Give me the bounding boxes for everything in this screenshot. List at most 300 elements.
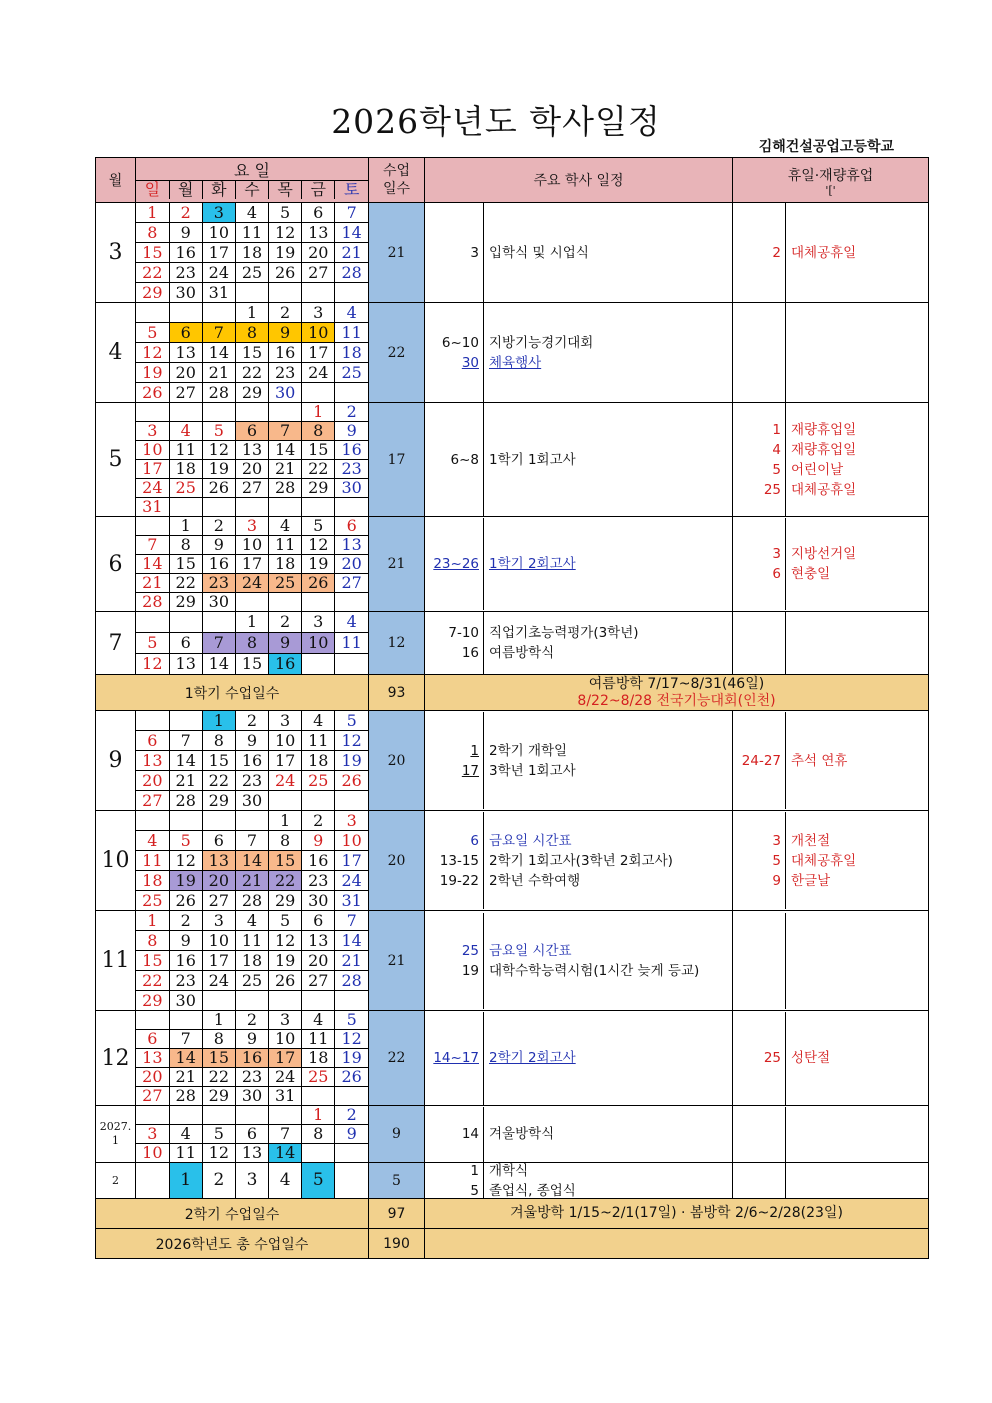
calendar-day: 21 bbox=[202, 363, 235, 383]
event-item bbox=[425, 243, 732, 263]
calendar-day: 22 bbox=[136, 263, 169, 283]
calendar-day: 27 bbox=[302, 971, 335, 991]
calendar-day: 14 bbox=[269, 441, 302, 460]
calendar-day: 6 bbox=[202, 831, 235, 851]
calendar-week bbox=[136, 633, 368, 654]
calendar-day bbox=[136, 1106, 169, 1125]
holiday-item bbox=[733, 1048, 928, 1068]
calendar-day: 30 bbox=[169, 283, 202, 303]
holiday-date: 3 bbox=[772, 832, 781, 849]
calendar-day bbox=[136, 811, 169, 831]
calendar-day: 14 bbox=[202, 343, 235, 363]
calendar-day: 10 bbox=[269, 1030, 302, 1049]
calendar-grid bbox=[136, 1011, 368, 1105]
event-date-text: 1 bbox=[470, 1162, 479, 1179]
holiday-name: 지방선거일 bbox=[791, 546, 857, 562]
calendar-grid bbox=[136, 711, 368, 810]
calendar-day: 5 bbox=[169, 831, 202, 851]
calendar-day: 9 bbox=[202, 536, 235, 555]
calendar-day: 7 bbox=[269, 422, 302, 441]
event-title: 2학기 개학일 bbox=[489, 742, 568, 759]
event-item bbox=[425, 554, 732, 574]
calendar-day: 1 bbox=[136, 203, 169, 223]
calendar-day bbox=[235, 991, 268, 1011]
calendar-day bbox=[335, 991, 368, 1011]
holidays-wrap bbox=[733, 712, 928, 809]
calendar-day bbox=[302, 1144, 335, 1163]
calendar-day: 26 bbox=[335, 1068, 368, 1087]
calendar-day: 7 bbox=[202, 633, 235, 654]
calendar-day: 12 bbox=[202, 441, 235, 460]
calendar-day: 20 bbox=[202, 871, 235, 891]
calendar-day: 7 bbox=[169, 731, 202, 751]
calendar-day: 15 bbox=[202, 1049, 235, 1068]
calendar-day: 30 bbox=[269, 383, 302, 403]
page-title: 2026학년도 학사일정 bbox=[331, 102, 661, 141]
calendar-day: 25 bbox=[136, 891, 169, 911]
calendar-day: 2 bbox=[269, 612, 302, 633]
calendar-day: 29 bbox=[169, 593, 202, 612]
month-label: 2027. 1 bbox=[96, 1106, 136, 1163]
header-row bbox=[96, 158, 929, 203]
calendar-week bbox=[136, 891, 368, 911]
events-list bbox=[425, 1048, 732, 1068]
calendar-day bbox=[169, 303, 202, 323]
calendar-day: 15 bbox=[269, 851, 302, 871]
events-cell bbox=[425, 811, 733, 911]
calendar-day: 23 bbox=[235, 771, 268, 791]
semester1-count: 93 bbox=[369, 675, 425, 711]
calendar-week bbox=[136, 323, 368, 343]
calendar-day: 2 bbox=[335, 403, 368, 422]
calendar-day: 24 bbox=[202, 971, 235, 991]
total-blank bbox=[425, 1229, 929, 1259]
calendar-day: 30 bbox=[169, 991, 202, 1011]
calendar-day: 24 bbox=[269, 771, 302, 791]
calendar-week bbox=[136, 1106, 368, 1125]
month-label: 3 bbox=[96, 203, 136, 303]
total-count: 190 bbox=[369, 1229, 425, 1259]
calendar-day bbox=[269, 593, 302, 612]
event-title: 2학기 1회고사(3학년 2회고사) bbox=[489, 852, 673, 869]
calendar-day: 27 bbox=[169, 383, 202, 403]
calendar-day: 28 bbox=[335, 263, 368, 283]
holiday-date: 3 bbox=[772, 546, 781, 562]
calendar-day bbox=[202, 612, 235, 633]
month-row bbox=[96, 1106, 929, 1163]
calendar-day: 5 bbox=[269, 911, 302, 931]
holiday-item bbox=[733, 420, 928, 440]
calendar-week bbox=[136, 555, 368, 574]
calendar-day bbox=[202, 991, 235, 1011]
events-list bbox=[425, 554, 732, 574]
event-item bbox=[425, 1124, 732, 1144]
calendar-day: 12 bbox=[169, 851, 202, 871]
calendar-day: 16 bbox=[302, 851, 335, 871]
calendar-day: 19 bbox=[269, 951, 302, 971]
calendar-day: 28 bbox=[269, 479, 302, 498]
calendar-day: 28 bbox=[235, 891, 268, 911]
holidays-divider bbox=[785, 1163, 786, 1198]
calendar-day: 16 bbox=[235, 751, 268, 771]
holiday-name: 대체공휴일 bbox=[791, 244, 857, 261]
event-item bbox=[425, 761, 732, 781]
event-date bbox=[425, 761, 483, 781]
calendar-week bbox=[136, 951, 368, 971]
month-calendar bbox=[136, 911, 369, 1011]
events-wrap bbox=[425, 403, 732, 516]
month-row bbox=[96, 203, 929, 303]
holidays-cell bbox=[733, 517, 929, 612]
calendar-day: 19 bbox=[335, 1049, 368, 1068]
calendar-day: 26 bbox=[169, 891, 202, 911]
calendar-day bbox=[269, 498, 302, 517]
event-date bbox=[425, 1048, 483, 1068]
holidays-subtitle: '[' bbox=[825, 183, 836, 197]
calendar-day: 14 bbox=[136, 555, 169, 574]
holidays-cell bbox=[733, 203, 929, 303]
calendar-day: 16 bbox=[335, 441, 368, 460]
calendar-day: 4 bbox=[269, 517, 302, 536]
calendar-day: 6 bbox=[169, 633, 202, 654]
calendar-day: 18 bbox=[235, 243, 268, 263]
calendar-day: 8 bbox=[302, 1125, 335, 1144]
calendar-day: 14 bbox=[269, 1144, 302, 1163]
events-cell bbox=[425, 612, 733, 675]
calendar-day bbox=[302, 498, 335, 517]
holidays-cell bbox=[733, 1011, 929, 1106]
event-item bbox=[425, 353, 732, 373]
calendar-day: 11 bbox=[136, 851, 169, 871]
schedule-table bbox=[95, 157, 929, 1259]
month-row bbox=[96, 612, 929, 675]
month-label: 5 bbox=[96, 403, 136, 517]
calendar-day: 13 bbox=[302, 223, 335, 243]
calendar-day: 3 bbox=[302, 303, 335, 323]
calendar-day bbox=[335, 1163, 368, 1198]
weekday-5: 금 bbox=[302, 180, 335, 199]
event-title: 직업기초능력평가(3학년) bbox=[489, 625, 639, 641]
event-date-text: 16 bbox=[461, 645, 479, 661]
holiday-item bbox=[733, 564, 928, 584]
calendar-day: 16 bbox=[235, 1049, 268, 1068]
holidays-list bbox=[733, 544, 928, 584]
calendar-day: 17 bbox=[269, 751, 302, 771]
calendar-day: 12 bbox=[136, 654, 169, 675]
weekday-0: 일 bbox=[136, 180, 169, 199]
calendar-day: 15 bbox=[302, 441, 335, 460]
holidays-list bbox=[733, 1048, 928, 1068]
class-day-count: 5 bbox=[369, 1163, 425, 1199]
calendar-day: 1 bbox=[202, 711, 235, 731]
calendar-day bbox=[202, 303, 235, 323]
class-day-count: 21 bbox=[369, 911, 425, 1011]
calendar-day: 22 bbox=[235, 363, 268, 383]
calendar-day: 11 bbox=[235, 931, 268, 951]
calendar-day: 13 bbox=[136, 751, 169, 771]
calendar-day: 19 bbox=[269, 243, 302, 263]
event-date bbox=[425, 741, 483, 761]
calendar-day bbox=[269, 791, 302, 811]
holidays-cell bbox=[733, 303, 929, 403]
event-title: 금요일 시간표 bbox=[489, 832, 572, 849]
calendar-day: 4 bbox=[269, 1163, 302, 1198]
events-list bbox=[425, 1124, 732, 1144]
event-item bbox=[425, 643, 732, 663]
event-date-text: 13-15 bbox=[439, 852, 479, 869]
holidays-cell bbox=[733, 403, 929, 517]
calendar-week bbox=[136, 574, 368, 593]
holiday-date: 5 bbox=[772, 852, 781, 869]
calendar-day: 21 bbox=[269, 460, 302, 479]
holiday-date: 25 bbox=[763, 481, 781, 498]
class-day-count: 20 bbox=[369, 711, 425, 811]
calendar-day: 29 bbox=[136, 991, 169, 1011]
calendar-day bbox=[335, 1087, 368, 1106]
calendar-day: 3 bbox=[136, 1125, 169, 1144]
calendar-day: 1 bbox=[269, 811, 302, 831]
event-date bbox=[425, 1124, 483, 1144]
events-cell bbox=[425, 203, 733, 303]
calendar-day: 5 bbox=[302, 1163, 335, 1198]
event-title: 2학기 2회고사 bbox=[489, 1050, 576, 1066]
month-calendar bbox=[136, 1163, 369, 1199]
event-date bbox=[425, 831, 483, 851]
holidays-cell bbox=[733, 911, 929, 1011]
month-label: 12 bbox=[96, 1011, 136, 1106]
calendar-day bbox=[136, 1163, 169, 1198]
calendar-week bbox=[136, 517, 368, 536]
calendar-day: 3 bbox=[335, 811, 368, 831]
weekday-title: 요 일 bbox=[136, 162, 368, 181]
calendar-day bbox=[335, 498, 368, 517]
calendar-day: 5 bbox=[136, 323, 169, 343]
holiday-name: 대체공휴일 bbox=[791, 852, 857, 869]
event-title: 1학기 1회고사 bbox=[489, 451, 576, 468]
calendar-day bbox=[169, 1106, 202, 1125]
calendar-day: 13 bbox=[302, 931, 335, 951]
calendar-day: 4 bbox=[235, 203, 268, 223]
calendar-day: 27 bbox=[136, 791, 169, 811]
calendar-day: 21 bbox=[169, 771, 202, 791]
holiday-date: 9 bbox=[772, 872, 781, 889]
event-title: 3학년 1회고사 bbox=[489, 762, 576, 779]
holiday-date: 4 bbox=[772, 441, 781, 458]
calendar-week bbox=[136, 441, 368, 460]
events-cell bbox=[425, 403, 733, 517]
events-list bbox=[425, 243, 732, 263]
calendar-day: 18 bbox=[169, 460, 202, 479]
month-calendar bbox=[136, 1011, 369, 1106]
calendar-day: 2 bbox=[235, 711, 268, 731]
holiday-item bbox=[733, 440, 928, 460]
calendar-grid bbox=[136, 811, 368, 910]
calendar-day: 25 bbox=[302, 1068, 335, 1087]
month-row bbox=[96, 517, 929, 612]
calendar-day: 23 bbox=[302, 871, 335, 891]
calendar-day: 9 bbox=[302, 831, 335, 851]
month-row bbox=[96, 711, 929, 811]
calendar-week bbox=[136, 612, 368, 633]
month-calendar bbox=[136, 303, 369, 403]
holidays-wrap bbox=[733, 303, 928, 402]
calendar-day: 10 bbox=[136, 1144, 169, 1163]
calendar-day: 28 bbox=[169, 791, 202, 811]
calendar-day bbox=[169, 711, 202, 731]
calendar-day: 21 bbox=[169, 1068, 202, 1087]
events-cell bbox=[425, 1163, 733, 1199]
calendar-day: 16 bbox=[202, 555, 235, 574]
calendar-day: 11 bbox=[169, 441, 202, 460]
calendar-day bbox=[202, 1106, 235, 1125]
calendar-day: 6 bbox=[136, 731, 169, 751]
event-item bbox=[425, 831, 732, 851]
calendar-day: 31 bbox=[202, 283, 235, 303]
calendar-day: 26 bbox=[335, 771, 368, 791]
class-day-count: 21 bbox=[369, 203, 425, 303]
calendar-week bbox=[136, 479, 368, 498]
calendar-week bbox=[136, 751, 368, 771]
calendar-day: 8 bbox=[202, 1030, 235, 1049]
calendar-day: 13 bbox=[169, 343, 202, 363]
calendar-day: 9 bbox=[169, 223, 202, 243]
calendar-day: 6 bbox=[302, 203, 335, 223]
calendar-week bbox=[136, 1011, 368, 1030]
calendar-day: 7 bbox=[269, 1125, 302, 1144]
holiday-item bbox=[733, 831, 928, 851]
weekday-6: 토 bbox=[335, 180, 368, 199]
calendar-day: 30 bbox=[302, 891, 335, 911]
winter-spring-vacation: 겨울방학 1/15~2/1(17일) · 봄방학 2/6~2/28(23일) bbox=[425, 1199, 929, 1229]
month-label: 9 bbox=[96, 711, 136, 811]
calendar-grid bbox=[136, 403, 368, 516]
calendar-day: 13 bbox=[235, 1144, 268, 1163]
calendar-day: 18 bbox=[302, 1049, 335, 1068]
calendar-day: 1 bbox=[136, 911, 169, 931]
event-date bbox=[425, 871, 483, 891]
calendar-day: 7 bbox=[235, 831, 268, 851]
calendar-day: 11 bbox=[335, 323, 368, 343]
weekday-4: 목 bbox=[269, 180, 302, 199]
calendar-day bbox=[235, 1106, 268, 1125]
calendar-day bbox=[335, 1144, 368, 1163]
calendar-day: 23 bbox=[169, 263, 202, 283]
holiday-name: 추석 연휴 bbox=[791, 752, 848, 769]
calendar-day: 3 bbox=[235, 517, 268, 536]
holiday-date: 5 bbox=[772, 461, 781, 478]
events-cell bbox=[425, 1106, 733, 1163]
calendar-day bbox=[235, 403, 268, 422]
holiday-name: 현충일 bbox=[791, 566, 831, 582]
calendar-day: 6 bbox=[302, 911, 335, 931]
calendar-day: 2 bbox=[202, 1163, 235, 1198]
calendar-day: 20 bbox=[169, 363, 202, 383]
month-calendar bbox=[136, 517, 369, 612]
event-date-text: 6~8 bbox=[450, 451, 479, 468]
holiday-item bbox=[733, 544, 928, 564]
calendar-week bbox=[136, 422, 368, 441]
calendar-day bbox=[269, 403, 302, 422]
calendar-day: 25 bbox=[235, 971, 268, 991]
calendar-day bbox=[202, 498, 235, 517]
calendar-week bbox=[136, 1144, 368, 1163]
summer-vacation-dates: 여름방학 7/17~8/31(46일) bbox=[588, 675, 765, 692]
calendar-day: 4 bbox=[136, 831, 169, 851]
event-date-text: 3 bbox=[470, 244, 479, 261]
calendar-day: 21 bbox=[335, 243, 368, 263]
class-day-count: 9 bbox=[369, 1106, 425, 1163]
calendar-day: 13 bbox=[202, 851, 235, 871]
calendar-week bbox=[136, 1030, 368, 1049]
calendar-day: 18 bbox=[136, 871, 169, 891]
calendar-day: 5 bbox=[269, 203, 302, 223]
calendar-day: 20 bbox=[302, 243, 335, 263]
calendar-day: 11 bbox=[235, 223, 268, 243]
calendar-day bbox=[335, 654, 368, 675]
holiday-item bbox=[733, 871, 928, 891]
calendar-day: 3 bbox=[202, 911, 235, 931]
calendar-day: 16 bbox=[269, 343, 302, 363]
calendar-day: 28 bbox=[335, 971, 368, 991]
calendar-day: 29 bbox=[269, 891, 302, 911]
calendar-day: 2 bbox=[202, 517, 235, 536]
holiday-name: 개천절 bbox=[791, 832, 831, 849]
calendar-day: 19 bbox=[302, 555, 335, 574]
calendar-day bbox=[136, 711, 169, 731]
holidays-title: 휴일·재량휴업 bbox=[787, 167, 874, 184]
calendar-week bbox=[136, 1125, 368, 1144]
month-label: 6 bbox=[96, 517, 136, 612]
event-date bbox=[425, 450, 483, 470]
calendar-day: 1 bbox=[169, 517, 202, 536]
event-title: 2학년 수학여행 bbox=[489, 872, 581, 889]
calendar-day: 30 bbox=[335, 479, 368, 498]
calendar-day: 14 bbox=[202, 654, 235, 675]
event-date bbox=[425, 333, 483, 353]
calendar-day: 17 bbox=[302, 343, 335, 363]
holidays-wrap bbox=[733, 518, 928, 610]
weekday-header bbox=[136, 158, 369, 203]
calendar-day: 9 bbox=[269, 323, 302, 343]
holiday-item bbox=[733, 751, 928, 771]
month-label: 4 bbox=[96, 303, 136, 403]
weekday-3: 수 bbox=[235, 180, 268, 199]
calendar-day: 26 bbox=[202, 479, 235, 498]
holidays-cell bbox=[733, 612, 929, 675]
events-list bbox=[425, 741, 732, 781]
calendar-day: 23 bbox=[235, 1068, 268, 1087]
holidays-list bbox=[733, 243, 928, 263]
calendar-week bbox=[136, 343, 368, 363]
event-item bbox=[425, 1181, 732, 1201]
month-label: 11 bbox=[96, 911, 136, 1011]
event-title: 겨울방학식 bbox=[489, 1126, 555, 1142]
holiday-date: 1 bbox=[772, 421, 781, 438]
event-date-text: 25 bbox=[461, 942, 479, 959]
calendar-week bbox=[136, 851, 368, 871]
calendar-day bbox=[302, 991, 335, 1011]
calendar-day: 15 bbox=[136, 243, 169, 263]
calendar-day bbox=[335, 791, 368, 811]
event-date-text: 6~10 bbox=[441, 334, 479, 351]
calendar-day: 10 bbox=[235, 536, 268, 555]
calendar-day: 22 bbox=[202, 771, 235, 791]
calendar-week bbox=[136, 871, 368, 891]
month-header: 월 bbox=[96, 158, 136, 203]
summer-vacation bbox=[425, 675, 929, 711]
calendar-day: 6 bbox=[169, 323, 202, 343]
calendar-day bbox=[136, 1011, 169, 1030]
